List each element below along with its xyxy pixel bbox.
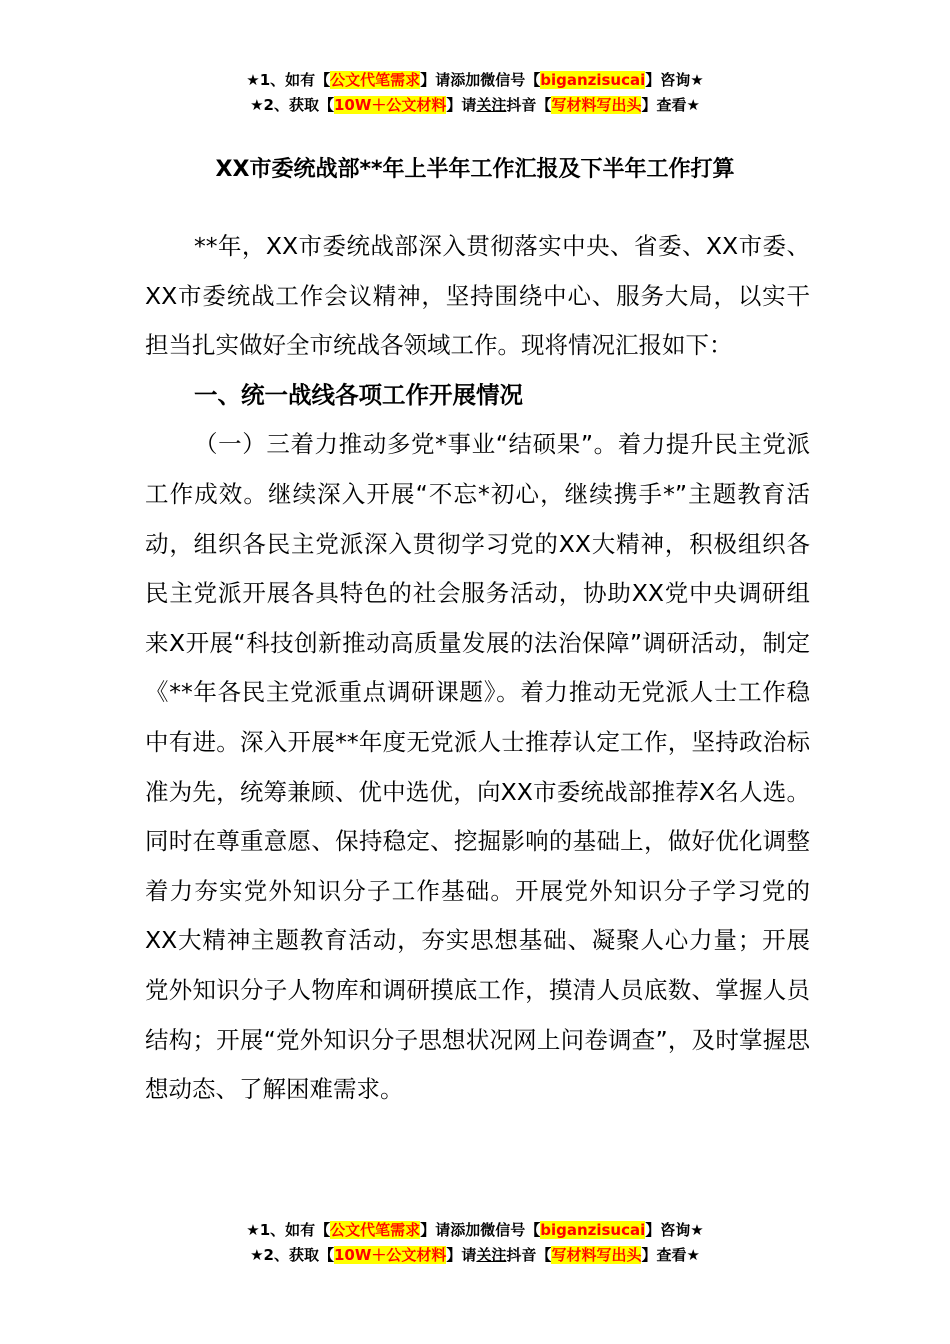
promo-wechat-id: biganzisucai bbox=[540, 1221, 646, 1239]
promo-text: ★2、获取【 bbox=[250, 1246, 334, 1264]
promo-text: ★1、如有【 bbox=[246, 1221, 331, 1239]
promo-text: 】请 bbox=[446, 96, 477, 114]
promo-wechat-id: biganzisucai bbox=[540, 71, 646, 89]
promo-highlight: 10W＋公文材料 bbox=[333, 96, 447, 114]
promo-line-2-top bbox=[0, 94, 950, 116]
promo-highlight: 10W＋公文材料 bbox=[333, 1246, 447, 1264]
promo-douyin-name: 写材料写出头 bbox=[551, 1246, 642, 1264]
promo-text: 】请添加微信号【 bbox=[420, 1221, 541, 1239]
promo-text: 】咨询★ bbox=[645, 1221, 704, 1239]
document-body bbox=[145, 222, 810, 1115]
promo-highlight: 公文代笔需求 bbox=[330, 1221, 421, 1239]
promo-text: 】请添加微信号【 bbox=[420, 71, 541, 89]
promo-text: 】查看★ bbox=[641, 1246, 700, 1264]
promo-text: 】查看★ bbox=[641, 96, 700, 114]
promo-text: ★1、如有【 bbox=[246, 71, 331, 89]
document-title: XX市委统战部**年上半年工作汇报及下半年工作打算 bbox=[215, 157, 735, 182]
promo-follow: 关注 bbox=[476, 1246, 507, 1264]
promo-line-1-bottom bbox=[0, 1219, 950, 1241]
promo-text: ★2、获取【 bbox=[250, 96, 334, 114]
promo-text: 】咨询★ bbox=[645, 71, 704, 89]
promo-text: 】请 bbox=[446, 1246, 477, 1264]
section-heading: 一、统一战线各项工作开展情况 bbox=[194, 380, 523, 409]
promo-text: 抖音【 bbox=[506, 1246, 552, 1264]
promo-line-2-bottom bbox=[0, 1244, 950, 1266]
intro-paragraph: **年，XX市委统战部深入贯彻落实中央、省委、XX市委、XX市委统战工作会议精神，坚持围绕中心、服务大局，以实干担当扎实做好全市统战各领域工作。现将情况汇报如下： bbox=[145, 232, 810, 360]
promo-douyin-name: 写材料写出头 bbox=[551, 96, 642, 114]
promo-follow: 关注 bbox=[476, 96, 507, 114]
promo-text: 抖音【 bbox=[506, 96, 552, 114]
promo-highlight: 公文代笔需求 bbox=[330, 71, 421, 89]
promo-line-1-top bbox=[0, 69, 950, 91]
section-paragraph: （一）三着力推动多党*事业“结硕果”。着力提升民主党派工作成效。继续深入开展“不忘*初心，继续携手*”主题教育活动，组织各民主党派深入贯彻学习党的XX大精神，积极组织各民主党派开展各具特色的社会服务活动，协助XX党中央调研组来X开展“科技创新推动高质量发展的法治保障”调研活动，制定《**年各民主党派重点调研课题》。着力推动无党派人士工作稳中有进。深入开展**年度无党派人士推荐认定工作，坚持政治标准为先，统筹兼顾、优中选优，向XX市委统战部推荐X名人选。同时在尊重意愿、保持稳定、挖掘影响的基础上，做好优化调整着力夯实党外知识分子工作基础。开展党外知识分子学习党的XX大精神主题教育活动，夯实思想基础、凝聚人心力量；开展党外知识分子人物库和调研摸底工作，摸清人员底数、掌握人员结构；开展“党外知识分子思想状况网上问卷调查”，及时掌握思想动态、了解困难需求。 bbox=[145, 430, 810, 1104]
